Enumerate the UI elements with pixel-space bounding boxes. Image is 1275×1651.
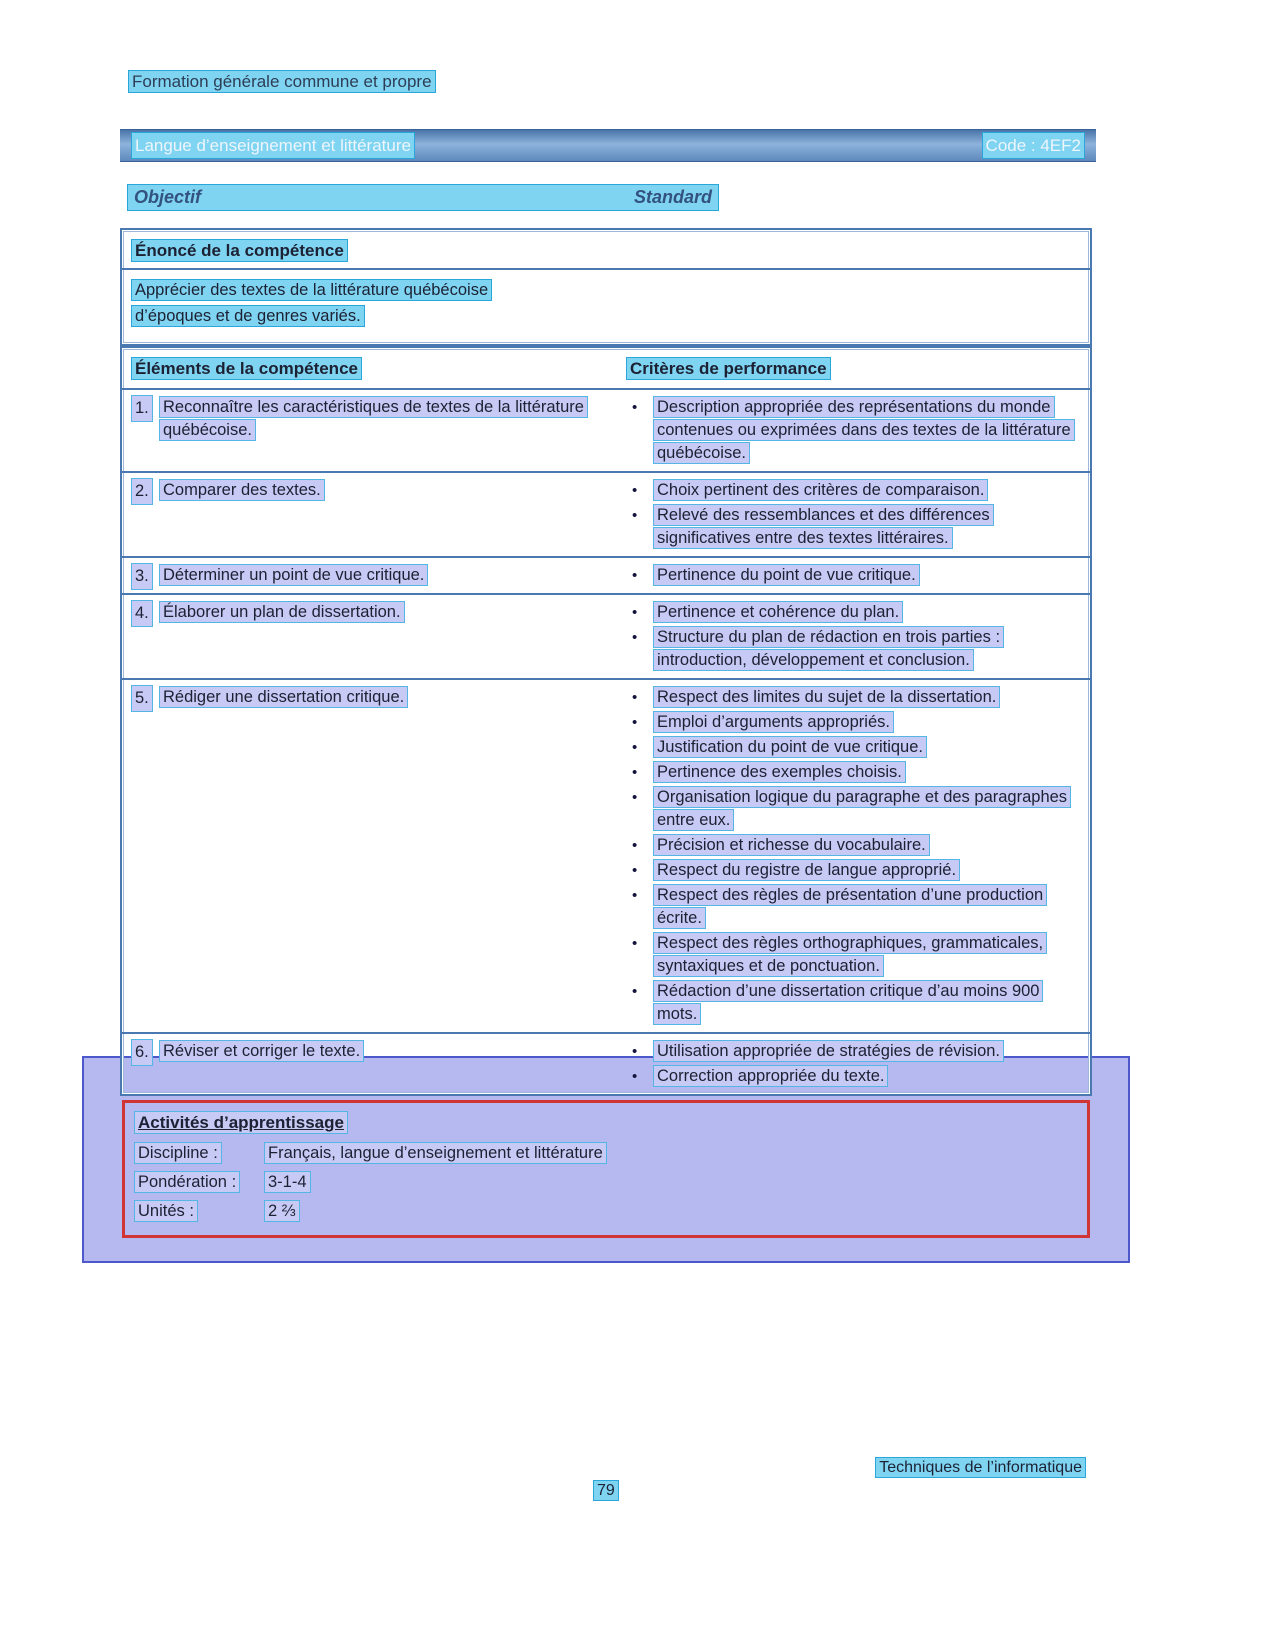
activity-value-cell [265, 1142, 606, 1165]
table-row [122, 473, 1090, 558]
row-number: 2. [132, 479, 152, 504]
criteria-cell [627, 1040, 1080, 1088]
course-header-bar [120, 129, 1096, 162]
learning-activities-box [122, 1100, 1090, 1238]
criterion-item [627, 834, 1080, 857]
activity-row [135, 1171, 1077, 1194]
activity-label: Unités : [135, 1201, 197, 1221]
table-row [122, 390, 1090, 473]
activity-label-cell [135, 1200, 265, 1223]
activity-label: Pondération : [135, 1172, 239, 1192]
criterion-text: Respect du registre de langue approprié. [654, 860, 959, 880]
bullet-icon: • [632, 1043, 638, 1060]
element-cell [132, 479, 627, 550]
criterion-item [627, 736, 1080, 759]
footer-program-text: Techniques de l’informatique [876, 1458, 1085, 1477]
standard-heading: Standard [633, 187, 712, 207]
criterion-item [627, 786, 1080, 832]
activity-row [135, 1142, 1077, 1165]
activity-value: Français, langue d’enseignement et littérature [265, 1143, 606, 1163]
criterion-text: Respect des règles de présentation d’une production écrite. [654, 885, 1046, 928]
criterion-item [627, 1040, 1080, 1063]
criterion-item [627, 479, 1080, 502]
table-header-row [122, 348, 1090, 390]
activity-value: 2 ⅔ [265, 1201, 299, 1221]
criterion-text: Précision et richesse du vocabulaire. [654, 835, 929, 855]
table-row [122, 595, 1090, 680]
page-number [594, 1479, 618, 1502]
bullet-icon: • [632, 837, 638, 854]
criteria-cell [627, 396, 1080, 465]
criteria-cell [627, 479, 1080, 550]
criteria-cell [627, 564, 1080, 587]
bullet-icon: • [632, 714, 638, 731]
criterion-item [627, 980, 1080, 1026]
criterion-item [627, 564, 1080, 587]
bullet-icon: • [632, 789, 638, 806]
row-number: 1. [132, 396, 152, 421]
activity-value-cell [265, 1200, 299, 1223]
bullet-icon: • [632, 689, 638, 706]
criterion-text: Respect des règles orthographiques, grammaticales, syntaxiques et de ponctuation. [654, 933, 1046, 976]
criterion-text: Structure du plan de rédaction en trois parties : introduction, développement et conclusion. [654, 627, 1003, 670]
criterion-text: Correction appropriée du texte. [654, 1066, 887, 1086]
criterion-item [627, 761, 1080, 784]
competency-statement-box [120, 228, 1092, 346]
criterion-text: Emploi d’arguments appropriés. [654, 712, 893, 732]
criterion-item [627, 1065, 1080, 1088]
element-text: Réviser et corriger le texte. [160, 1041, 363, 1061]
criterion-text: Organisation logique du paragraphe et des paragraphes entre eux. [654, 787, 1070, 830]
section-label-text: Formation générale commune et propre [129, 71, 435, 92]
criterion-text: Description appropriée des représentations du monde contenues ou exprimées dans des textes de la littérature québécoise. [654, 397, 1074, 463]
bullet-icon: • [632, 739, 638, 756]
criteria-cell [627, 601, 1080, 672]
criterion-item [627, 396, 1080, 465]
statement-line-text: Apprécier des textes de la littérature québécoise [132, 280, 491, 300]
bullet-icon: • [632, 764, 638, 781]
statement-line [132, 279, 1080, 302]
bullet-icon: • [632, 862, 638, 879]
criterion-item [627, 932, 1080, 978]
document-section-label [129, 70, 435, 93]
criterion-text: Utilisation appropriée de stratégies de révision. [654, 1041, 1003, 1061]
bullet-icon: • [632, 507, 638, 524]
table-row [122, 680, 1090, 1034]
activity-label-cell [135, 1142, 265, 1165]
element-cell [132, 396, 627, 465]
element-cell [132, 564, 627, 587]
statement-line-text: d’époques et de genres variés. [132, 306, 364, 326]
bullet-icon: • [632, 482, 638, 499]
element-cell [132, 686, 627, 1026]
learning-activities-body [125, 1138, 1087, 1235]
criterion-text: Respect des limites du sujet de la dissertation. [654, 687, 999, 707]
table-row [122, 558, 1090, 595]
criterion-text: Choix pertinent des critères de comparaison. [654, 480, 987, 500]
criterion-item [627, 504, 1080, 550]
bullet-icon: • [632, 604, 638, 621]
bullet-icon: • [632, 935, 638, 952]
table-row [122, 1034, 1090, 1094]
criterion-item [627, 626, 1080, 672]
footer-program-label [876, 1456, 1085, 1479]
criteria-column-header: Critères de performance [627, 357, 1080, 380]
criterion-text: Justification du point de vue critique. [654, 737, 926, 757]
criterion-item [627, 884, 1080, 930]
criterion-item [627, 601, 1080, 624]
elements-column-header: Éléments de la compétence [132, 357, 627, 380]
page-number-text: 79 [594, 1481, 618, 1500]
bullet-icon: • [632, 567, 638, 584]
criterion-item [627, 686, 1080, 709]
bullet-icon: • [632, 1068, 638, 1085]
element-text: Reconnaître les caractéristiques de textes de la littérature québécoise. [160, 397, 587, 440]
criteria-cell [627, 686, 1080, 1026]
criterion-text: Relevé des ressemblances et des différences significatives entre des textes littéraires. [654, 505, 993, 548]
bullet-icon: • [632, 399, 638, 416]
element-cell [132, 601, 627, 672]
course-code: Code : 4EF2 [983, 133, 1084, 158]
criterion-text: Rédaction d’une dissertation critique d’au moins 900 mots. [654, 981, 1042, 1024]
criterion-text: Pertinence du point de vue critique. [654, 565, 919, 585]
element-text: Comparer des textes. [160, 480, 324, 500]
competency-statement-heading [122, 230, 1090, 270]
activity-value: 3-1-4 [265, 1172, 310, 1192]
element-text: Rédiger une dissertation critique. [160, 687, 407, 707]
statement-line [132, 305, 1080, 328]
activity-row [135, 1200, 1077, 1223]
objective-standard-strip [128, 185, 718, 210]
competency-statement-heading-text: Énoncé de la compétence [132, 240, 347, 261]
learning-activities-heading [125, 1103, 1087, 1138]
competency-statement-body [122, 270, 1090, 344]
element-text: Élaborer un plan de dissertation. [160, 602, 404, 622]
row-number: 4. [132, 601, 152, 626]
criterion-item [627, 859, 1080, 882]
competency-table [120, 346, 1092, 1096]
row-number: 5. [132, 686, 152, 711]
element-cell [132, 1040, 627, 1088]
criterion-text: Pertinence et cohérence du plan. [654, 602, 902, 622]
element-text: Déterminer un point de vue critique. [160, 565, 427, 585]
bullet-icon: • [632, 983, 638, 1000]
criterion-item [627, 711, 1080, 734]
bullet-icon: • [632, 629, 638, 646]
row-number: 3. [132, 564, 152, 589]
activity-value-cell [265, 1171, 310, 1194]
learning-activities-heading-text: Activités d’apprentissage [135, 1112, 347, 1133]
activity-label-cell [135, 1171, 265, 1194]
course-title: Langue d’enseignement et littérature [132, 133, 414, 158]
row-number: 6. [132, 1040, 152, 1065]
bullet-icon: • [632, 887, 638, 904]
criterion-text: Pertinence des exemples choisis. [654, 762, 905, 782]
objective-heading: Objectif [134, 187, 202, 207]
activity-label: Discipline : [135, 1143, 221, 1163]
